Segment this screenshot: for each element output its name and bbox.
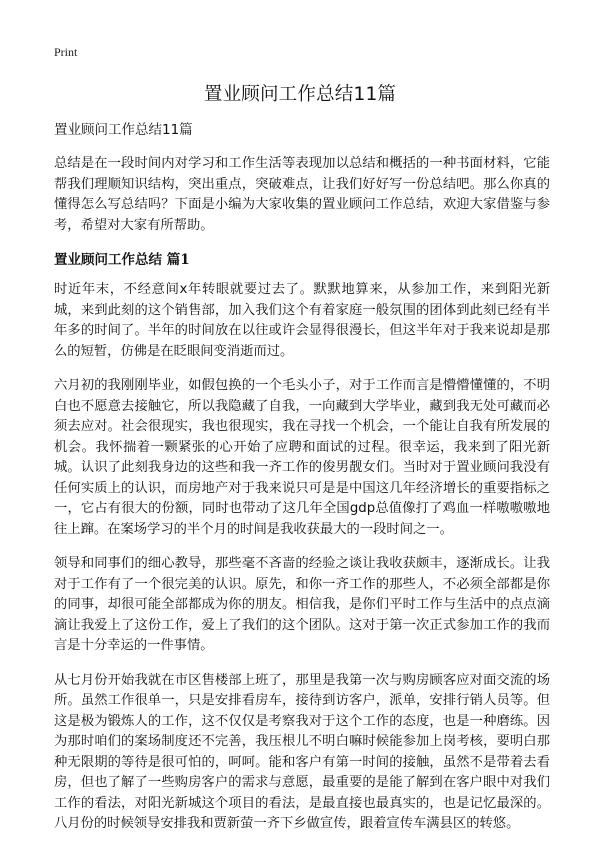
body-paragraph: 从七月份开始我就在市区售楼部上班了，那里是我第一次与购房顾客应对面交流的场所。虽然工作很单一，只是安排看房车，接待到访客户，派单，安排行销人员等。但这是极为锻炼人的工作，这不仅仅是考察我对于这个工作的态度，也是一种磨练。因为那时咱们的案场制度还不完善，我压根儿不明白嘛时候能参加上岗考核，要明白那种无限期的等待是很可怕的，呵呵。能和客户有第一时间的接触，虽然不是带着去看房，但也了解了一些购房客户的需求与意愿，最重要的是能了解到在客户眼中对我们工作的看法，对阳光新城这个项目的看法，是最直接也最真实的，也是记忆最深的。八月份的时候领导安排我和贾新萤一齐下乡做宣传，跟着宣传车满县区的转悠。	[54, 672, 550, 831]
document-body	[54, 120, 550, 849]
section-heading: 置业顾问工作总结 篇1	[54, 252, 190, 268]
print-link[interactable]: Print	[54, 45, 78, 59]
body-paragraph: 时近年末，不经意间x年转眼就要过去了。默默地算来，从参加工作，来到阳光新城，来到此刻的这个销售部，加入我们这个有着家庭一般氛围的团体到此刻已经有半年多的时间了。半年的时间放在以往或许会显得很漫长，但这半年对于我来说却是那么的短暂，仿佛是在眨眼间变消逝而过。	[54, 282, 550, 359]
document-subtitle: 置业顾问工作总结11篇	[54, 122, 193, 138]
body-paragraph: 六月初的我刚刚毕业，如假包换的一个毛头小子，对于工作而言是懵懵懂懂的，不明白也不愿意去接触它，所以我隐藏了自我，一向藏到大学毕业，藏到我无处可藏而必须去应对。社会很现实，我也很现实，我在寻找一个机会，一个能让自我有所发展的机会。我怀揣着一颗紧张的心开始了应聘和面试的过程。很幸运，我来到了阳光新城。认识了此刻我身边的这些和我一齐工作的俊男靓女们。当时对于置业顾问我没有任何实质上的认识，而房地产对于我来说只可是是中国这几年经济增长的重要指标之一，它占有很大的份额，同时也带动了这几年全国gdp总值像打了鸡血一样嗷嗷嗷地往上蹿。在案场学习的半个月的时间是我收获最大的一段时间之一。	[54, 378, 550, 537]
page-title: 置业顾问工作总结11篇	[203, 84, 397, 105]
body-paragraph: 领导和同事们的细心教导，那些毫不吝啬的经验之谈让我收获颇丰，逐渐成长。让我对于工作有了一个很完美的认识。原先，和你一齐工作的那些人，不必须全部都是你的同事，却很可能全部都成为你的朋友。相信我，是你们平时工作与生活中的点点滴滴让我爱上了这份工作，爱上了我们的这个团队。这对于第一次正式参加工作的我而言是十分幸运的一件事情。	[54, 556, 550, 653]
intro-paragraph: 总结是在一段时间内对学习和工作生活等表现加以总结和概括的一种书面材料，它能帮我们理顺知识结构，突出重点，突破难点，让我们好好写一份总结吧。那么你真的懂得怎么写总结吗？下面是小编为大家收集的置业顾问工作总结，欢迎大家借鉴与参考，希望对大家有所帮助。	[54, 156, 550, 233]
